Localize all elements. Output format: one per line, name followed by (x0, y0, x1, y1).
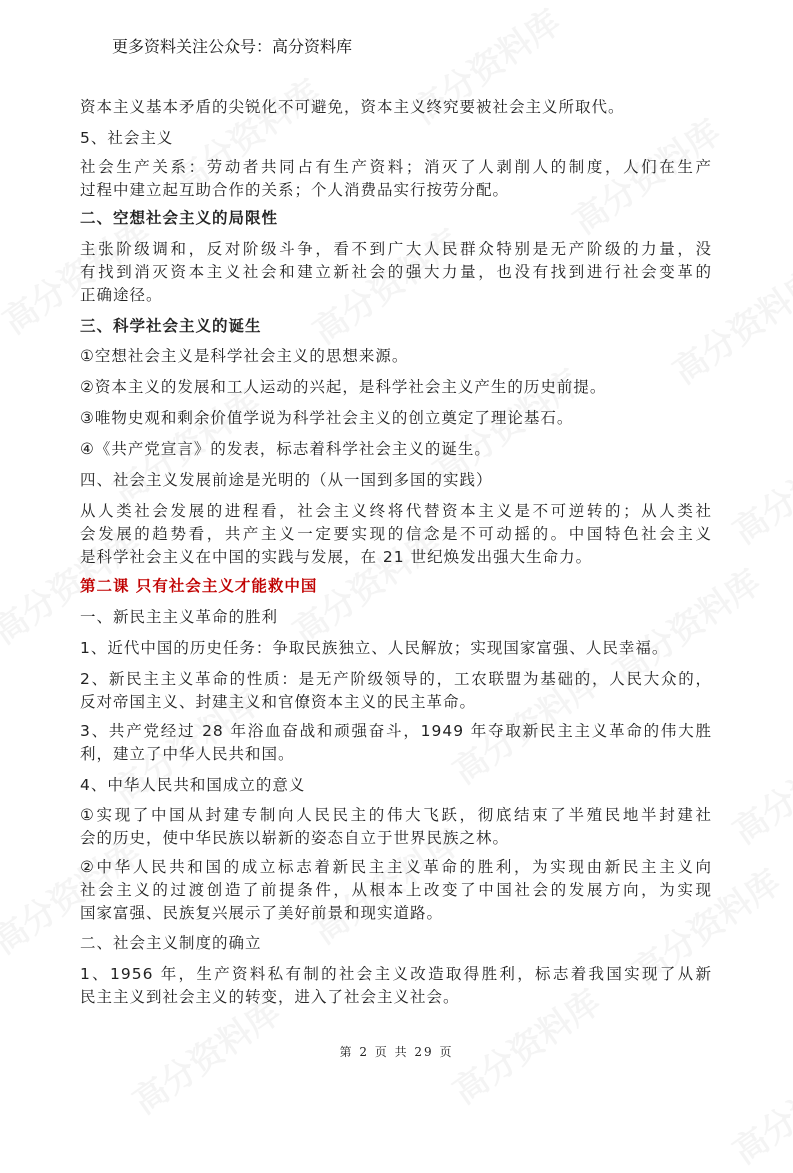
watermark-text (721, 716, 793, 854)
paragraph (80, 345, 712, 368)
text-line: 4、中华人民共和国成立的意义 (80, 776, 306, 794)
text-line: 1、1956 年，生产资料私有制的社会主义改造取得胜利，标志着我国实现了从新 (80, 965, 712, 983)
paragraph (80, 932, 712, 955)
text-line: 5、社会主义 (80, 129, 174, 147)
text-line: 二、空想社会主义的局限性 (80, 209, 279, 227)
text-line: 三、科学社会主义的诞生 (80, 317, 262, 335)
text-line: 反对帝国主义、封建主义和官僚资本主义的民主革命。 (80, 693, 477, 711)
watermark-text (721, 416, 793, 554)
text-line: 民主主义到社会主义的转变，进入了社会主义社会。 (80, 988, 460, 1006)
section-heading (80, 315, 712, 338)
text-line: 过程中建立起互助合作的关系；个人消费品实行按劳分配。 (80, 181, 510, 199)
paragraph (80, 127, 712, 150)
text-line: 主张阶级调和，反对阶级斗争，看不到广大人民群众特别是无产阶级的力量，没 (80, 240, 712, 258)
text-line: 一、新民主主义革命的胜利 (80, 608, 279, 626)
text-line: 2、新民主主义革命的性质：是无产阶级领导的，工农联盟为基础的，人民大众的， (80, 670, 712, 688)
text-line: 从人类社会发展的进程看，社会主义终将代替资本主义是不可逆转的；从人类社 (80, 502, 712, 520)
paragraph (80, 804, 712, 850)
text-line: 社会生产关系：劳动者共同占有生产资料；消灭了人剥削人的制度，人们在生产 (80, 158, 712, 176)
text-line: 正确途径。 (80, 286, 163, 304)
lesson-title (80, 575, 712, 598)
paragraph (80, 963, 712, 1009)
text-line: 3、共产党经过 28 年浴血奋战和顽强奋斗，1949 年夺取新民主主义革命的伟大胜 (80, 722, 712, 740)
paragraph (80, 774, 712, 797)
text-line: 资本主义基本矛盾的尖锐化不可避免，资本主义终究要被社会主义所取代。 (80, 98, 625, 116)
paragraph (80, 720, 712, 766)
text-line: 四、社会主义发展前途是光明的（从一国到多国的实践） (80, 471, 493, 489)
text-line: 第二课 只有社会主义才能救中国 (80, 577, 318, 595)
paragraph (80, 606, 712, 629)
text-line: ②资本主义的发展和工人运动的兴起，是科学社会主义产生的历史前提。 (80, 378, 607, 396)
text-line: ①空想社会主义是科学社会主义的思想来源。 (80, 347, 409, 365)
text-line: 国家富强、民族复兴展示了美好前景和现实道路。 (80, 904, 444, 922)
text-line: 会的历史，使中华民族以崭新的姿态自立于世界民族之林。 (80, 829, 510, 847)
paragraph (80, 376, 712, 399)
text-line: 二、社会主义制度的确立 (80, 934, 262, 952)
paragraph (80, 500, 712, 569)
paragraph (80, 96, 712, 119)
paragraph (80, 668, 712, 714)
paragraph (80, 469, 712, 492)
text-line: 会发展的趋势看，共产主义一定要实现的信念是不可动摇的。中国特色社会主义 (80, 525, 712, 543)
text-line: ③唯物史观和剩余价值学说为科学社会主义的创立奠定了理论基石。 (80, 409, 574, 427)
page-header: 更多资料关注公众号：高分资料库 (112, 37, 353, 56)
paragraph (80, 156, 712, 202)
text-line: 1、近代中国的历史任务：争取民族独立、人民解放；实现国家富强、人民幸福。 (80, 639, 669, 657)
paragraph (80, 856, 712, 925)
text-line: 利，建立了中华人民共和国。 (80, 745, 295, 763)
paragraph (80, 438, 712, 461)
text-line: 有找到消灭资本主义社会和建立新社会的强大力量，也没有找到进行社会变革的 (80, 263, 712, 281)
text-line: ①实现了中国从封建专制向人民民主的伟大飞跃，彻底结束了半殖民地半封建社 (80, 806, 712, 824)
paragraph (80, 407, 712, 430)
text-line: ②中华人民共和国的成立标志着新民主主义革命的胜利，为实现由新民主主义向 (80, 858, 712, 876)
paragraph (80, 637, 712, 660)
page-footer: 第 2 页 共 29 页 (339, 1045, 454, 1059)
text-line: 是科学社会主义在中国的实践与发展，在 21 世纪焕发出强大生命力。 (80, 548, 593, 566)
text-line: 社会主义的过渡创造了前提条件，从根本上改变了中国社会的发展方向，为实现 (80, 881, 712, 899)
text-line: ④《共产党宣言》的发表，标志着科学社会主义的诞生。 (80, 440, 491, 458)
section-heading (80, 207, 712, 230)
paragraph (80, 238, 712, 307)
